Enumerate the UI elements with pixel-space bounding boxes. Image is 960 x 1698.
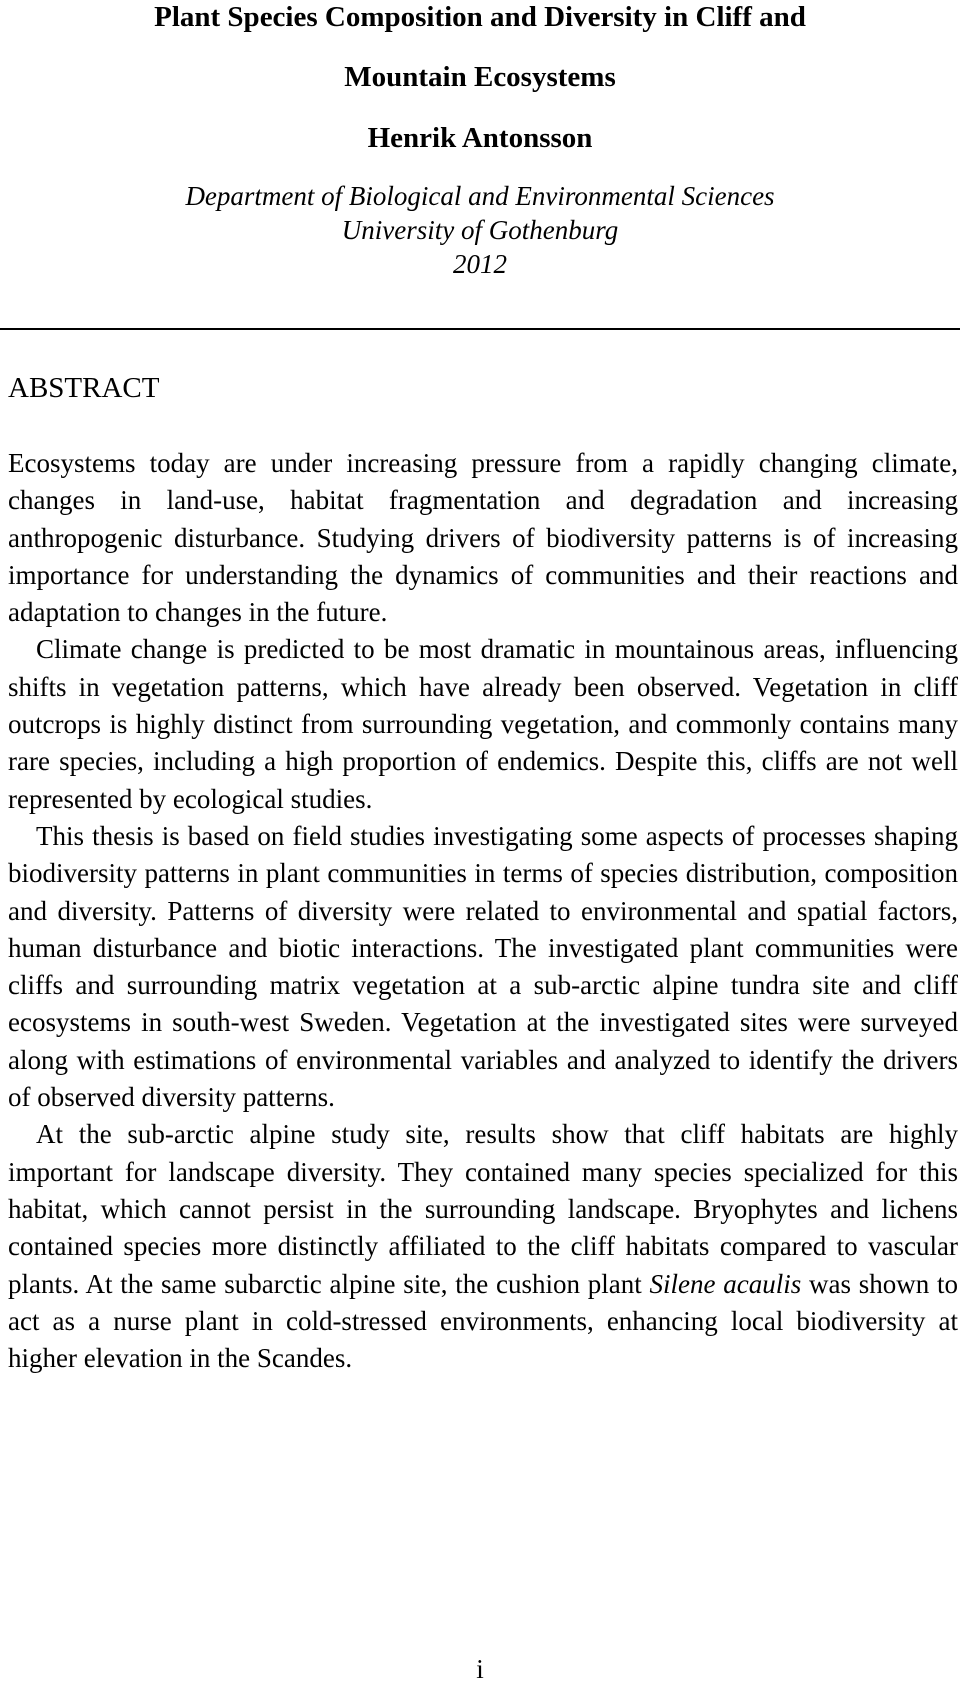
- horizontal-divider: [0, 328, 960, 330]
- department-name: Department of Biological and Environmental Sciences: [185, 181, 775, 211]
- abstract-paragraph-3: This thesis is based on field studies investigating some aspects of processes shaping biodiversity patterns in plant communities in terms of species distribution, composition and diversity. Patterns of diversity were related to environmental and spatial factors, human disturbance and biotic interactions. The investigated plant communities were cliffs and surrounding matrix vegetation at a sub-arctic alpine tundra site and cliff ecosystems in south-west Sweden. Vegetation at the investigated sites were surveyed along with estimations of environmental variables and analyzed to identify the drivers of observed diversity patterns.: [8, 820, 958, 1113]
- abstract-paragraph-4-text-start: At the sub-arctic alpine study site, results show that cliff habitats are highly important for landscape diversity. They contained many species specialized for this habitat, which cannot persist in the surrounding landscape. Bryophytes and lichens contained species more distinctly affiliated to the cliff habitats compared to vascular plants. At the same subarctic alpine site, the cushion plant: [8, 1119, 958, 1299]
- publication-year: 2012: [453, 249, 507, 279]
- abstract-paragraph-2: Climate change is predicted to be most dramatic in mountainous areas, influencing shifts in vegetation patterns, which have already been observed. Vegetation in cliff outcrops is highly distinct from surrounding vegetation, and commonly contains many rare species, including a high proportion of endemics. Despite this, cliffs are not well represented by ecological studies.: [8, 634, 958, 814]
- abstract-paragraph-4-text-end: was shown to act as a nurse plant in cold-stressed environments, enhancing local biodiversity at higher elevation in the Scandes.: [8, 1268, 959, 1374]
- abstract-paragraph-1: Ecosystems today are under increasing pressure from a rapidly changing climate, changes in land-use, habitat fragmentation and degradation and increasing anthropogenic disturbance. Studying drivers of biodiversity patterns is of increasing importance for understanding the dynamics of communities and their reactions and adaptation to changes in the future.: [8, 448, 958, 628]
- document-title: [0, 0, 960, 107]
- abstract-paragraph-4: [8, 1116, 958, 1377]
- species-name: Silene acaulis: [649, 1268, 802, 1299]
- page-number: i: [476, 1654, 484, 1684]
- author-name: Henrik Antonsson: [367, 122, 593, 154]
- abstract-heading: ABSTRACT: [8, 372, 160, 404]
- title-line-2: Mountain Ecosystems: [344, 61, 616, 93]
- university-name: University of Gothenburg: [341, 215, 619, 245]
- abstract-body: [8, 445, 958, 1377]
- title-line-1: Plant Species Composition and Diversity in Cliff and: [154, 1, 806, 33]
- affiliation: [0, 179, 960, 281]
